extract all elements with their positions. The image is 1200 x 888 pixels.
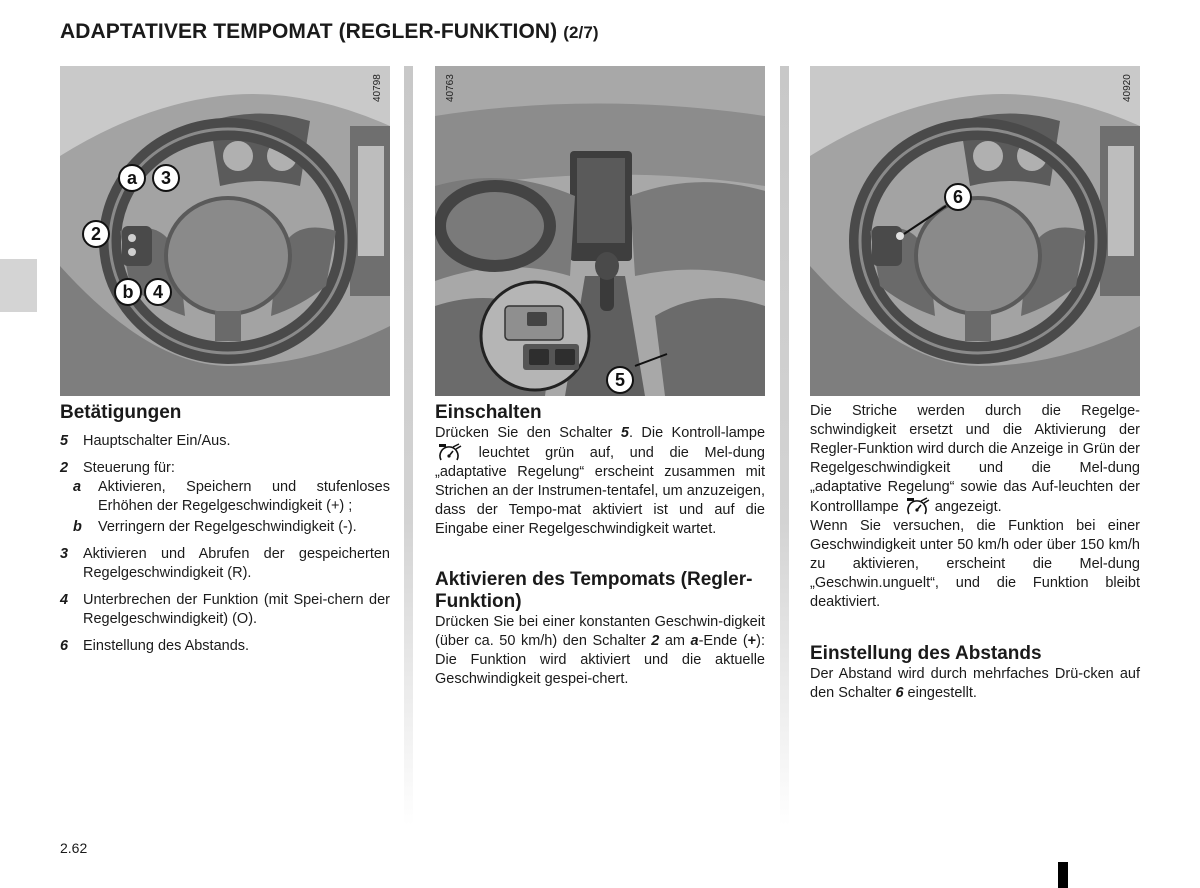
switch-number: 5 bbox=[620, 425, 629, 441]
switch-end-letter: a bbox=[690, 633, 699, 649]
switch-number: 2 bbox=[651, 633, 660, 649]
distance-paragraph bbox=[810, 665, 1140, 703]
text-run: Der Abstand wird durch mehrfaches Drü-cken auf den Schalter bbox=[810, 666, 1140, 701]
section-end-marker bbox=[1058, 862, 1068, 888]
control-subitem bbox=[60, 518, 390, 537]
activate-heading: Aktivieren des Tempomats (Regler-Funktion) bbox=[435, 569, 753, 612]
page-title-text: ADAPTATIVER TEMPOMAT (REGLER-FUNKTION) bbox=[60, 20, 558, 43]
callout-badge-3: 3 bbox=[152, 164, 180, 192]
control-subitem bbox=[60, 478, 390, 516]
steering-wheel-distance-figure bbox=[810, 66, 1140, 396]
control-text: Hauptschalter Ein/Aus. bbox=[83, 433, 231, 449]
activate-paragraph bbox=[435, 613, 765, 689]
switch-number: 6 bbox=[895, 685, 904, 701]
control-number: 6 bbox=[60, 638, 69, 654]
control-text: Einstellung des Abstands. bbox=[83, 638, 250, 654]
plus-sign: + bbox=[747, 633, 757, 649]
control-subitem-text: Verringern der Regelgeschwindigkeit (-). bbox=[98, 519, 357, 535]
steering-wheel-controls-figure bbox=[60, 66, 390, 396]
dashboard-main-switch-figure bbox=[435, 66, 765, 396]
control-text: Aktivieren und Abrufen der gespeicherten Regelgeschwindigkeit (R). bbox=[83, 546, 390, 581]
control-number: 5 bbox=[60, 433, 69, 449]
activation-display-paragraph bbox=[810, 402, 1140, 517]
switch-on-heading: Einschalten bbox=[435, 402, 542, 423]
text-run: am bbox=[659, 633, 691, 649]
text-run: -Ende ( bbox=[698, 633, 748, 649]
distance-column bbox=[810, 402, 1140, 703]
column-divider-1 bbox=[404, 66, 413, 826]
control-item bbox=[60, 637, 390, 656]
distance-heading: Einstellung des Abstands bbox=[810, 643, 1042, 664]
control-subitem-letter: a bbox=[73, 479, 82, 495]
control-subitem-letter: b bbox=[73, 519, 82, 535]
control-subitem-text: Aktivieren, Speichern und stufenloses Erhöhen der Regelgeschwindigkeit (+) ; bbox=[98, 479, 390, 514]
control-item bbox=[60, 591, 390, 629]
switch-on-paragraph bbox=[435, 424, 765, 539]
callout-badge-a: a bbox=[118, 164, 146, 192]
adaptive-cruise-control-icon bbox=[903, 497, 931, 516]
control-number: 2 bbox=[60, 460, 69, 476]
page-number: 2.62 bbox=[60, 840, 88, 856]
controls-heading: Betätigungen bbox=[60, 402, 182, 423]
text-run: leuchtet grün auf, und die Mel-dung „adaptative Regelung“ erscheint zusammen mit Strichen an der Instrumen-tentafel, um anzuzeigen, dass der Tempo-mat aktiviert ist und auf die Eingabe einer Regelgeschwindigkeit wartet. bbox=[435, 445, 765, 537]
text-run: . Die Kontroll-lampe bbox=[628, 425, 766, 441]
page-title-part: (2/7) bbox=[563, 23, 599, 42]
text-run: ): Die Funktion wird aktiviert und die aktuelle Geschwindigkeit gespei-chert. bbox=[435, 633, 765, 687]
callout-badge-2: 2 bbox=[82, 220, 110, 248]
figure-code: 40763 bbox=[445, 74, 456, 102]
control-item bbox=[60, 545, 390, 583]
control-item bbox=[60, 432, 390, 451]
control-number: 4 bbox=[60, 592, 69, 608]
callout-badge-6: 6 bbox=[944, 183, 972, 211]
page-title bbox=[60, 20, 599, 44]
text-run: eingestellt. bbox=[903, 685, 977, 701]
switch-on-column bbox=[435, 402, 765, 689]
control-item bbox=[60, 459, 390, 478]
callout-badge-5: 5 bbox=[606, 366, 634, 394]
text-run: angezeigt. bbox=[934, 499, 1002, 515]
chapter-tab bbox=[0, 259, 37, 312]
control-text: Steuerung für: bbox=[83, 460, 175, 476]
steering-wheel-illustration bbox=[810, 66, 1140, 396]
controls-column bbox=[60, 402, 390, 656]
text-run: Drücken Sie den Schalter bbox=[435, 425, 621, 441]
adaptive-cruise-control-icon bbox=[435, 443, 463, 462]
control-text: Unterbrechen der Funktion (mit Spei-chern der Regelgeschwindigkeit) (O). bbox=[83, 592, 390, 627]
dashboard-illustration bbox=[435, 66, 765, 396]
callout-badge-b: b bbox=[114, 278, 142, 306]
text-run: Drücken Sie bei einer konstanten Geschwin-digkeit (über ca. 50 km/h) den Schalter bbox=[435, 614, 765, 649]
text-run: Die Striche werden durch die Regelge-schwindigkeit ersetzt und die Aktivierung der Regler-Funktion wird durch die Anzeige in Grün der Regelgeschwindigkeit und die Mel-dung „adaptative Regelung“ sowie das Auf-leuchten der Kontrolllampe bbox=[810, 403, 1140, 515]
speed-range-paragraph: Wenn Sie versuchen, die Funktion bei einer Geschwindigkeit unter 50 km/h oder über 150 km/h zu aktivieren, erscheint die Mel-dung „Geschwin.unguelt“, und die Funktion bleibt deaktiviert. bbox=[810, 518, 1140, 610]
figure-code: 40798 bbox=[372, 74, 383, 102]
control-number: 3 bbox=[60, 546, 69, 562]
callout-badge-4: 4 bbox=[144, 278, 172, 306]
column-divider-2 bbox=[780, 66, 789, 826]
figure-code: 40920 bbox=[1122, 74, 1133, 102]
